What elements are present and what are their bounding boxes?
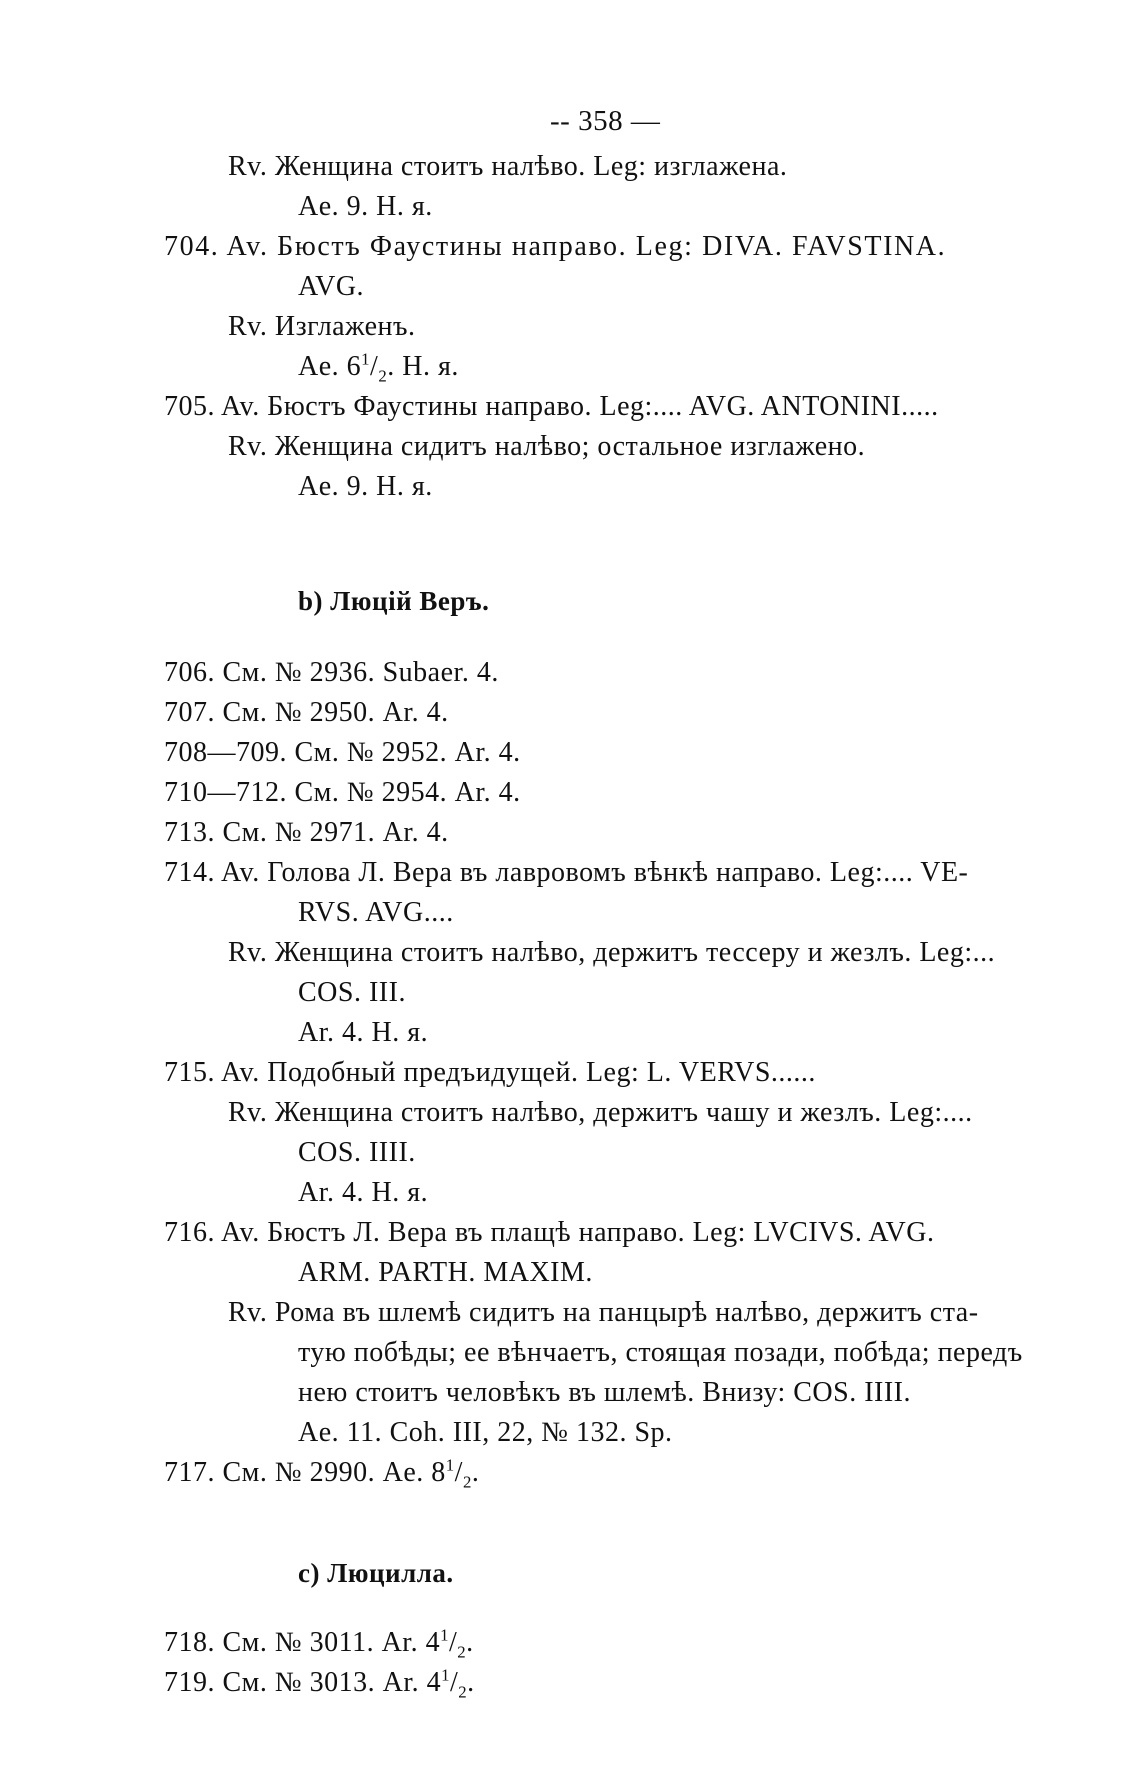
entry-705-metal: Ae. 9. H. я.	[298, 471, 433, 502]
entry-704-metal: Ae. $6^1/_2$. H. я.	[298, 349, 459, 386]
entry-710-712: 710—712. См. № 2954. Ar. 4.	[164, 777, 521, 808]
entry-704-obverse: 704. Av. Бюстъ Фаустины направо. Leg: DIVA. FAVSTINA.	[164, 231, 947, 262]
entry-715-reverse: Rv. Женщина стоитъ налѣво, держитъ чашу и жезлъ. Leg:....	[228, 1097, 973, 1128]
entry-704-reverse: Rv. Изглаженъ.	[228, 311, 416, 342]
entry-715-metal: Ar. 4. H. я.	[298, 1177, 429, 1208]
entry-714-reverse: Rv. Женщина стоитъ налѣво, держитъ тессеру и жезлъ. Leg:...	[228, 937, 996, 968]
page-number: -- 358 —	[550, 105, 661, 137]
entry-707: 707. См. № 2950. Ar. 4.	[164, 697, 449, 728]
entry-714-obverse-cont: RVS. AVG....	[298, 897, 454, 928]
entry-703-reverse: Rv. Женщина стоитъ налѣво. Leg: изглажена.	[228, 151, 788, 182]
entry-714-obverse: 714. Av. Голова Л. Вера въ лавровомъ вѣнкѣ направо. Leg:.... VE-	[164, 857, 969, 888]
entry-718: 718. См. № 3011. Ar. $4^1/_2$.	[164, 1625, 474, 1662]
section-heading-c: c) Люцилла.	[298, 1558, 454, 1588]
entry-705-reverse: Rv. Женщина сидитъ налѣво; остальное изглажено.	[228, 431, 866, 462]
entry-716-reverse-cont-2: нею стоитъ человѣкъ въ шлемѣ. Внизу: COS. IIII.	[298, 1377, 911, 1408]
entry-716-obverse-cont: ARM. PARTH. MAXIM.	[298, 1257, 593, 1288]
entry-713: 713. См. № 2971. Ar. 4.	[164, 817, 449, 848]
entry-714-metal: Ar. 4. H. я.	[298, 1017, 429, 1048]
entry-714-reverse-cont: COS. III.	[298, 977, 406, 1008]
entry-719: 719. См. № 3013. Ar. $4^1/_2$.	[164, 1665, 475, 1702]
entry-704-obverse-cont: AVG.	[298, 271, 365, 302]
entry-716-reverse-cont-1: тую побѣды; ее вѣнчаетъ, стоящая позади, побѣда; передъ	[298, 1337, 1023, 1368]
entry-703-metal: Ae. 9. H. я.	[298, 191, 433, 222]
entry-705-obverse: 705. Av. Бюстъ Фаустины направо. Leg:.... AVG. ANTONINI.....	[164, 391, 939, 422]
entry-715-reverse-cont: COS. IIII.	[298, 1137, 416, 1168]
entry-708-709: 708—709. См. № 2952. Ar. 4.	[164, 737, 521, 768]
entry-717: 717. См. № 2990. Ae. $8^1/_2$.	[164, 1455, 480, 1492]
section-heading-b: b) Люцій Веръ.	[298, 586, 490, 616]
entry-715-obverse: 715. Av. Подобный предъидущей. Leg: L. VERVS......	[164, 1057, 816, 1088]
entry-716-metal: Ae. 11. Coh. III, 22, № 132. Sp.	[298, 1417, 673, 1448]
entry-706: 706. См. № 2936. Subaer. 4.	[164, 657, 499, 688]
entry-716-reverse: Rv. Рома въ шлемѣ сидитъ на панцырѣ налѣво, держитъ ста-	[228, 1297, 979, 1328]
entry-716-obverse: 716. Av. Бюстъ Л. Вера въ плащѣ направо. Leg: LVCIVS. AVG.	[164, 1217, 935, 1248]
